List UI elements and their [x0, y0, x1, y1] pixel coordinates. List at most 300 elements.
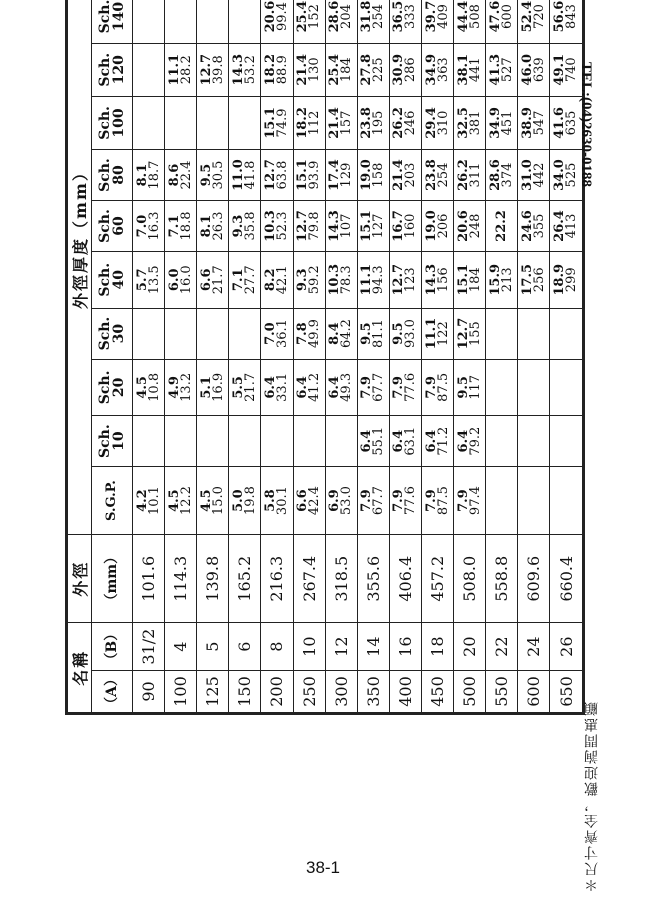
thickness-weight-cell [165, 150, 197, 201]
thickness-weight-cell [197, 43, 229, 96]
thickness-weight-cell [261, 150, 293, 201]
weight-value: 152 [307, 4, 323, 29]
size-b-cell: 18 [421, 623, 453, 671]
weight-value: 36.1 [274, 319, 290, 349]
size-a-cell: 90 [133, 670, 165, 713]
table-row [165, 0, 197, 714]
wall-thickness-value: 6.6 [198, 268, 214, 292]
thickness-weight-cell [133, 416, 165, 467]
weight-value: 639 [531, 57, 547, 83]
size-b-cell: 24 [518, 623, 550, 671]
weight-value: 203 [403, 162, 419, 188]
weight-value: 225 [371, 57, 387, 83]
thickness-weight-cell [293, 150, 325, 201]
weight-value: 254 [371, 4, 387, 29]
weight-value: 87.5 [435, 372, 451, 402]
wall-thickness-value: 8.1 [198, 214, 214, 238]
wall-thickness-value: 46.0 [519, 53, 535, 86]
thickness-weight-cell [389, 0, 421, 43]
table-row [454, 0, 486, 714]
weight-value: 184 [467, 267, 483, 293]
wall-thickness-value: 49.1 [552, 53, 568, 86]
weight-value: 41.2 [307, 372, 323, 402]
weight-value: 155 [467, 321, 483, 346]
wall-thickness-value: 41.3 [487, 53, 503, 86]
weight-value: 409 [435, 4, 451, 29]
thickness-weight-cell [197, 416, 229, 467]
thickness-weight-cell [165, 96, 197, 149]
weight-value: 99.4 [274, 2, 290, 31]
thickness-weight-cell [486, 308, 518, 359]
wall-thickness-value: 38.1 [455, 53, 471, 86]
weight-value: 442 [531, 162, 547, 188]
size-b-cell: 5 [197, 623, 229, 671]
weight-value: 30.5 [210, 160, 226, 190]
wall-thickness-value: 7.0 [262, 322, 278, 345]
wall-thickness-value: 26.2 [455, 159, 471, 191]
weight-value: 39.8 [210, 55, 226, 85]
thickness-weight-cell [389, 201, 421, 252]
size-a-cell: 125 [197, 670, 229, 713]
thickness-weight-cell [357, 308, 389, 359]
weight-value: 74.9 [274, 108, 290, 138]
size-a-cell: 200 [261, 670, 293, 713]
wall-thickness-value: 20.6 [262, 0, 278, 33]
weight-value: 122 [435, 321, 451, 346]
wall-thickness-value: 5.1 [198, 376, 214, 399]
size-b-cell: 14 [357, 623, 389, 671]
thickness-weight-cell [421, 251, 453, 308]
weight-value: 107 [339, 213, 355, 239]
thickness-weight-cell [165, 416, 197, 467]
weight-value: 204 [339, 4, 355, 29]
wall-thickness-value: 9.5 [198, 163, 214, 187]
table-row [518, 0, 550, 714]
wall-thickness-value: 9.3 [230, 214, 246, 238]
wall-thickness-value: 7.8 [295, 322, 311, 345]
thickness-weight-cell [293, 96, 325, 149]
wall-thickness-value: 30.9 [391, 53, 407, 86]
weight-value: 525 [564, 162, 580, 188]
wall-thickness-value: 25.4 [295, 0, 311, 33]
wall-thickness-value: 52.4 [519, 0, 535, 33]
size-b-cell: 16 [389, 623, 421, 671]
thickness-weight-cell [518, 308, 550, 359]
thickness-weight-cell [389, 467, 421, 535]
wall-thickness-value: 41.6 [552, 107, 568, 139]
thickness-weight-cell [421, 416, 453, 467]
thickness-weight-cell [325, 359, 357, 416]
thickness-weight-cell [133, 0, 165, 43]
thickness-weight-cell [261, 43, 293, 96]
outer-diameter-cell: 216.3 [261, 535, 293, 623]
thickness-weight-cell [293, 201, 325, 252]
thickness-weight-cell [165, 43, 197, 96]
size-a-cell: 450 [421, 670, 453, 713]
size-a-cell: 350 [357, 670, 389, 713]
thickness-weight-cell [357, 359, 389, 416]
table-row [325, 0, 357, 714]
weight-value: 127 [371, 213, 387, 239]
wall-thickness-value: 8.4 [327, 322, 343, 345]
thickness-weight-cell [421, 467, 453, 535]
wall-thickness-value: 12.7 [455, 317, 471, 350]
thickness-weight-cell [325, 0, 357, 43]
thickness-weight-cell [357, 0, 389, 43]
wall-thickness-value: 6.4 [391, 429, 407, 453]
thickness-weight-cell [197, 0, 229, 43]
weight-value: 81.1 [371, 319, 387, 349]
weight-value: 527 [499, 57, 515, 83]
weight-value: 79.2 [467, 426, 483, 456]
table-row [197, 0, 229, 714]
thickness-weight-cell [389, 308, 421, 359]
wall-thickness-value: 18.9 [552, 263, 568, 296]
size-a-cell: 500 [454, 670, 486, 713]
thickness-weight-cell [133, 359, 165, 416]
thickness-weight-cell [389, 150, 421, 201]
wall-thickness-value: 56.6 [552, 0, 568, 33]
col-b-header: （B） [92, 623, 133, 671]
wall-thickness-value: 12.7 [198, 53, 214, 86]
thickness-weight-cell [229, 251, 261, 308]
wall-thickness-value: 4.2 [134, 489, 150, 512]
wall-thickness-value: 6.0 [166, 268, 182, 292]
wall-thickness-value: 34.9 [487, 107, 503, 139]
thickness-weight-cell [133, 467, 165, 535]
wall-thickness-value: 15.9 [487, 263, 503, 296]
table-row [133, 0, 165, 714]
table-row [486, 0, 518, 714]
wall-thickness-value: 5.5 [230, 376, 246, 399]
thickness-weight-cell [454, 467, 486, 535]
size-b-cell: 4 [165, 623, 197, 671]
thickness-weight-cell [261, 416, 293, 467]
wall-thickness-value: 19.0 [423, 210, 439, 242]
weight-value: 206 [435, 213, 451, 239]
thickness-weight-cell [454, 416, 486, 467]
outer-diameter-cell: 101.6 [133, 535, 165, 623]
wall-thickness-value: 11.1 [423, 317, 439, 350]
thickness-weight-cell [133, 96, 165, 149]
wall-thickness-value: 9.5 [391, 322, 407, 345]
wall-thickness-value: 11.0 [230, 159, 246, 191]
thickness-weight-cell [389, 43, 421, 96]
wall-thickness-value: 22.2 [493, 210, 509, 242]
thickness-weight-cell [229, 467, 261, 535]
weight-value: 256 [531, 267, 547, 293]
thickness-weight-cell [229, 0, 261, 43]
weight-value: 15.0 [210, 486, 226, 516]
wall-thickness-value: 18.2 [295, 107, 311, 139]
wall-thickness-value: 7.9 [359, 489, 375, 512]
size-a-cell: 550 [486, 670, 518, 713]
size-b-cell: 20 [454, 623, 486, 671]
wall-thickness-value: 12.7 [391, 263, 407, 296]
weight-value: 79.8 [307, 211, 323, 241]
thickness-weight-cell [133, 150, 165, 201]
weight-value: 33.1 [274, 372, 290, 402]
wall-thickness-value: 6.4 [423, 429, 439, 453]
thickness-weight-cell [261, 251, 293, 308]
thickness-weight-cell [518, 416, 550, 467]
thickness-weight-cell [293, 416, 325, 467]
size-b-cell: 22 [486, 623, 518, 671]
phone-number: TEL:(04)2630-0188 [578, 62, 594, 187]
weight-value: 42.1 [274, 265, 290, 295]
thickness-weight-cell [261, 96, 293, 149]
wall-thickness-value: 15.1 [262, 107, 278, 139]
thickness-weight-cell [197, 201, 229, 252]
wall-thickness-value: 18.2 [262, 53, 278, 86]
wall-thickness-value: 28.6 [327, 0, 343, 33]
weight-value: 13.5 [146, 265, 162, 295]
wall-thickness-value: 20.6 [455, 210, 471, 242]
weight-value: 112 [307, 110, 323, 136]
weight-value: 16.9 [210, 372, 226, 402]
wall-thickness-value: 10.3 [327, 263, 343, 296]
wall-thickness-value: 6.4 [295, 376, 311, 399]
outer-diameter-cell: 609.6 [518, 535, 550, 623]
thickness-weight-cell [357, 416, 389, 467]
thickness-weight-cell [550, 308, 584, 359]
weight-value: 413 [564, 213, 580, 239]
col-a-header: （A） [92, 670, 133, 713]
thickness-weight-cell [389, 416, 421, 467]
weight-value: 381 [467, 110, 483, 136]
weight-value: 16.3 [146, 211, 162, 241]
weight-value: 18.8 [178, 211, 194, 241]
weight-value: 130 [307, 57, 323, 83]
thickness-weight-cell [229, 201, 261, 252]
wall-thickness-value: 7.9 [359, 376, 375, 399]
weight-value: 67.7 [371, 372, 387, 402]
weight-value: 77.6 [403, 372, 419, 402]
weight-value: 71.2 [435, 426, 451, 456]
wall-thickness-value: 9.5 [359, 322, 375, 345]
wall-thickness-value: 39.7 [423, 0, 439, 33]
weight-value: 547 [531, 110, 547, 136]
wall-thickness-value: 19.0 [359, 159, 375, 191]
thickness-weight-cell [389, 359, 421, 416]
thickness-weight-cell [325, 416, 357, 467]
size-a-cell: 150 [229, 670, 261, 713]
thickness-weight-cell [357, 43, 389, 96]
wall-thickness-value: 15.1 [359, 210, 375, 242]
schedule-header: Sch. 140 [92, 0, 133, 43]
weight-value: 374 [499, 162, 515, 188]
schedule-header: S.G.P. [92, 467, 133, 535]
thickness-weight-cell [454, 43, 486, 96]
weight-value: 42.4 [307, 486, 323, 516]
schedule-header: Sch. 40 [92, 251, 133, 308]
weight-value: 93.0 [403, 319, 419, 349]
thickness-weight-cell [357, 467, 389, 535]
weight-value: 59.2 [307, 265, 323, 295]
weight-value: 94.3 [371, 265, 387, 295]
wall-thickness-value: 15.1 [455, 263, 471, 296]
thickness-weight-cell [261, 359, 293, 416]
wall-thickness-value: 4.5 [134, 376, 150, 399]
wall-thickness-value: 6.4 [262, 376, 278, 399]
weight-value: 299 [564, 267, 580, 293]
footer-note: ＊尺寸齊全，歡迎詢問惠顧 [584, 700, 600, 892]
wall-thickness-value: 17.4 [327, 159, 343, 191]
outer-diameter-cell: 406.4 [389, 535, 421, 623]
wall-thickness-value: 6.4 [359, 429, 375, 453]
weight-value: 157 [339, 110, 355, 136]
thickness-weight-cell [454, 359, 486, 416]
weight-value: 28.2 [178, 55, 194, 85]
wall-thickness-value: 17.5 [519, 263, 535, 296]
table-row [357, 0, 389, 714]
outer-diameter-cell: 139.8 [197, 535, 229, 623]
thickness-weight-cell [486, 467, 518, 535]
thickness-weight-cell [357, 96, 389, 149]
thickness-weight-cell [229, 150, 261, 201]
weight-value: 246 [403, 110, 419, 136]
wall-thickness-value: 28.6 [487, 159, 503, 191]
thickness-weight-cell [518, 201, 550, 252]
wall-thickness-value: 4.9 [166, 376, 182, 399]
wall-thickness-value: 6.6 [295, 489, 311, 512]
thickness-weight-cell [454, 150, 486, 201]
weight-value: 333 [403, 4, 419, 29]
thickness-weight-cell [197, 359, 229, 416]
wall-thickness-value: 24.6 [519, 210, 535, 242]
thickness-weight-cell [421, 359, 453, 416]
wall-thickness-value: 7.9 [423, 489, 439, 512]
thickness-weight-cell [325, 308, 357, 359]
outer-diameter-cell: 267.4 [293, 535, 325, 623]
schedule-header: Sch. 20 [92, 359, 133, 416]
thickness-weight-cell [421, 0, 453, 43]
size-a-cell: 300 [325, 670, 357, 713]
table-row [293, 0, 325, 714]
thickness-weight-cell [518, 43, 550, 96]
wall-thickness-value: 26.2 [391, 107, 407, 139]
wall-thickness-value: 9.5 [455, 376, 471, 399]
thickness-weight-cell [133, 251, 165, 308]
wall-thickness-value: 7.0 [134, 214, 150, 238]
thickness-weight-cell [518, 96, 550, 149]
wall-thickness-value: 6.4 [327, 376, 343, 399]
wall-thickness-value: 26.4 [552, 210, 568, 242]
weight-value: 635 [564, 110, 580, 136]
weight-value: 248 [467, 213, 483, 239]
thickness-weight-cell [357, 201, 389, 252]
thickness-weight-cell [261, 308, 293, 359]
size-a-cell: 100 [165, 670, 197, 713]
size-a-cell: 400 [389, 670, 421, 713]
weight-value: 12.2 [178, 486, 194, 516]
weight-value: 441 [467, 57, 483, 83]
weight-value: 21.7 [242, 372, 258, 402]
wall-thickness-value: 14.3 [423, 263, 439, 296]
outer-diameter-cell: 457.2 [421, 535, 453, 623]
thickness-weight-cell [293, 43, 325, 96]
size-b-cell: 6 [229, 623, 261, 671]
thickness-weight-cell [261, 467, 293, 535]
table-row [261, 0, 293, 714]
schedule-header: Sch. 80 [92, 150, 133, 201]
wall-thickness-value: 15.1 [295, 159, 311, 191]
thickness-weight-cell [133, 308, 165, 359]
weight-value: 451 [499, 110, 515, 136]
wall-thickness-value: 44.4 [455, 0, 471, 33]
weight-value: 30.1 [274, 486, 290, 516]
table-row [229, 0, 261, 714]
thickness-weight-cell [197, 467, 229, 535]
thickness-weight-cell [421, 43, 453, 96]
thickness-weight-cell [454, 201, 486, 252]
thickness-weight-cell [133, 201, 165, 252]
wall-thickness-value: 10.3 [262, 210, 278, 242]
thickness-weight-cell [261, 0, 293, 43]
weight-value: 10.1 [146, 486, 162, 516]
weight-value: 129 [339, 162, 355, 188]
thickness-weight-cell [325, 150, 357, 201]
weight-value: 64.2 [339, 319, 355, 349]
weight-value: 41.8 [242, 160, 258, 190]
wall-thickness-value: 8.2 [262, 268, 278, 292]
weight-value: 720 [531, 4, 547, 29]
table-row [389, 0, 421, 714]
thickness-weight-cell [229, 416, 261, 467]
outer-diameter-cell: 508.0 [454, 535, 486, 623]
wall-thickness-value: 5.8 [262, 489, 278, 512]
weight-value: 740 [564, 57, 580, 83]
schedule-header: Sch. 60 [92, 201, 133, 252]
od-group-header: 外徑 [67, 535, 92, 623]
thickness-weight-cell [518, 0, 550, 43]
weight-value: 27.7 [242, 265, 258, 295]
thickness-weight-cell [325, 96, 357, 149]
thickness-weight-cell [293, 467, 325, 535]
pipe-spec-table [65, 0, 585, 715]
weight-value: 117 [467, 374, 483, 400]
weight-value: 67.7 [371, 486, 387, 516]
table-row [421, 0, 453, 714]
thickness-weight-cell [165, 359, 197, 416]
wall-thickness-value: 9.3 [295, 268, 311, 292]
weight-value: 49.9 [307, 319, 323, 349]
weight-value: 19.8 [242, 486, 258, 516]
col-od-header: （mm） [92, 535, 133, 623]
wall-thickness-group-header: 外徑厚度（mm） [67, 0, 92, 535]
weight-value: 22.4 [178, 160, 194, 190]
wall-thickness-value: 5.7 [134, 268, 150, 292]
weight-value: 18.7 [146, 160, 162, 190]
thickness-weight-cell [229, 96, 261, 149]
wall-thickness-value: 7.1 [166, 214, 182, 238]
thickness-weight-cell [486, 0, 518, 43]
thickness-weight-cell [389, 96, 421, 149]
thickness-weight-cell [197, 308, 229, 359]
wall-thickness-value: 34.9 [423, 53, 439, 86]
weight-value: 508 [467, 4, 483, 29]
thickness-weight-cell [421, 308, 453, 359]
thickness-weight-cell [518, 150, 550, 201]
thickness-weight-cell [165, 467, 197, 535]
rotated-table-container [65, 0, 585, 715]
weight-value: 156 [435, 267, 451, 293]
weight-value: 35.8 [242, 211, 258, 241]
wall-thickness-value: 4.5 [166, 489, 182, 512]
weight-value: 355 [531, 213, 547, 239]
weight-value: 123 [403, 267, 419, 293]
thickness-weight-cell [165, 201, 197, 252]
